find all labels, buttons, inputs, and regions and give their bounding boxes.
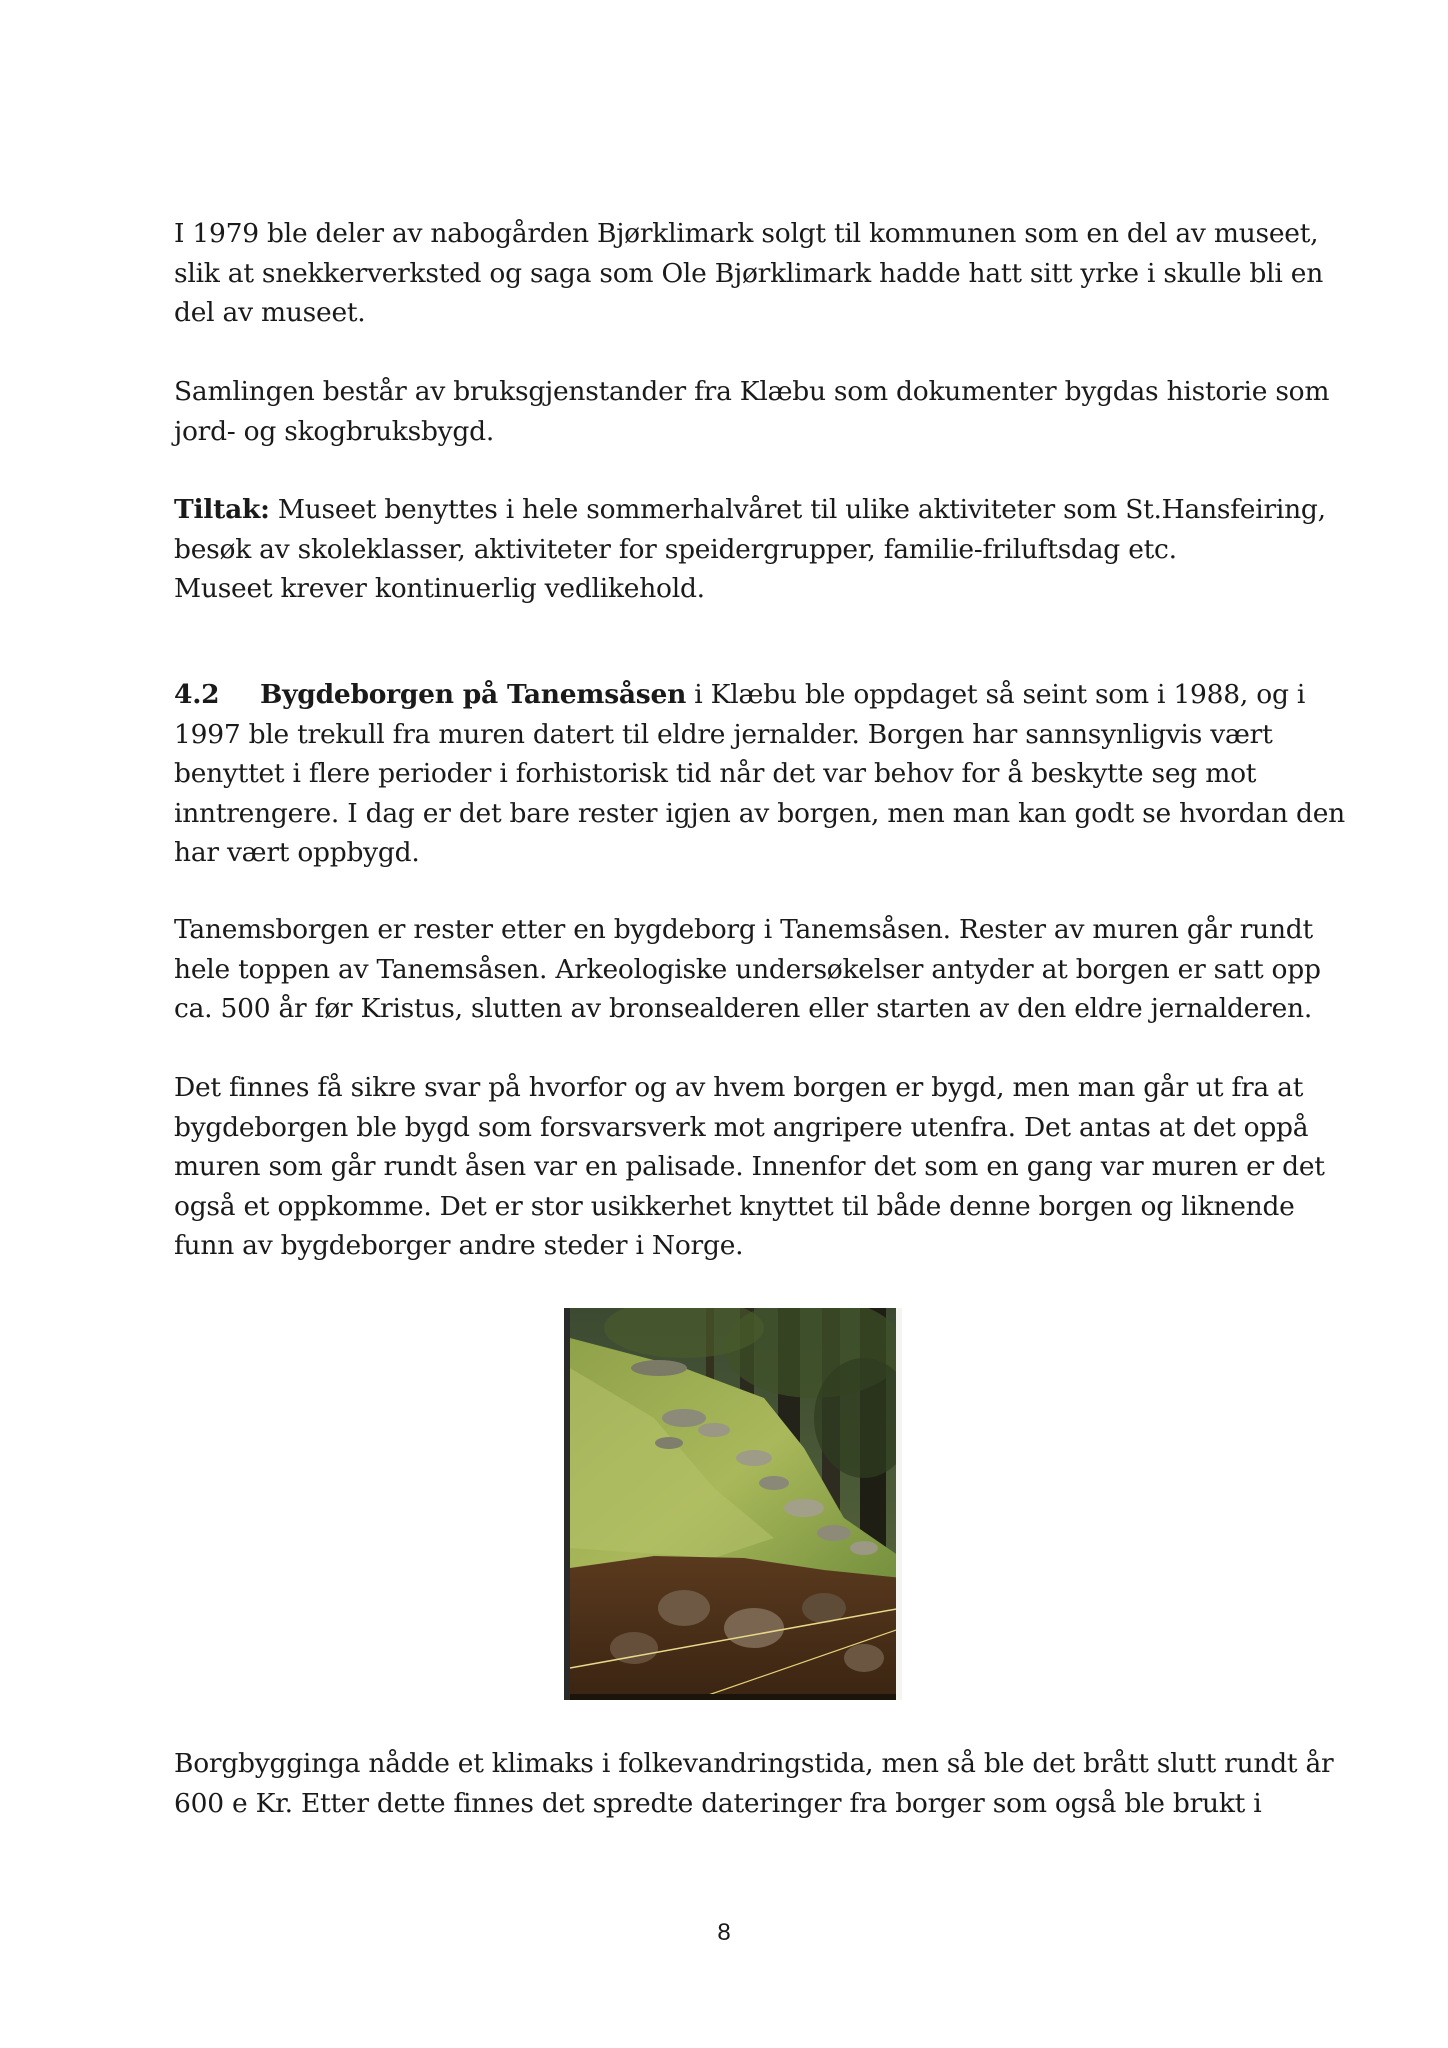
- section-number: 4.2: [174, 679, 220, 710]
- text-line: slik at snekkerverksted og saga som Ole Bjørklimark hadde hatt sitt yrke i skulle bli en: [174, 257, 1324, 289]
- text-line: muren som går rundt åsen var en palisade. Innenfor det som en gang var muren er det: [174, 1151, 1325, 1182]
- text-line: Samlingen består av bruksgjenstander fra Klæbu som dokumenter bygdas historie som: [174, 376, 1330, 407]
- text-line: besøk av skoleklasser, aktiviteter for speidergrupper, familie-friluftsdag etc.: [174, 533, 1177, 565]
- text-line: jord- og skogbruksbygd.: [174, 415, 494, 447]
- section-heading: Bygdeborgen på Tanemsåsen: [260, 679, 687, 710]
- text-line: [174, 675, 1306, 715]
- text-line: funn av bygdeborger andre steder i Norge.: [174, 1230, 744, 1261]
- text-line: del av museet.: [174, 297, 366, 328]
- text-line: har vært oppbygd.: [174, 837, 420, 868]
- text-line: Museet krever kontinuerlig vedlikehold.: [174, 573, 705, 604]
- text-line: I 1979 ble deler av nabogården Bjørklimark solgt til kommunen som en del av museet,: [174, 218, 1319, 249]
- paragraph-sikre-svar: [174, 1068, 1325, 1266]
- text-line: 1997 ble trekull fra muren datert til eldre jernalder. Borgen har sannsynligvis vært: [174, 718, 1273, 750]
- text-line: bygdeborgen ble bygd som forsvarsverk mot angripere utenfra. Det antas at det oppå: [174, 1111, 1309, 1143]
- text-line: [174, 490, 1326, 530]
- section-text: i Klæbu ble oppdaget så seint som i 1988, og i: [686, 679, 1306, 710]
- excavation-photo: [564, 1308, 902, 1700]
- text-line: Tanemsborgen er rester etter en bygdeborg i Tanemsåsen. Rester av muren går rundt: [174, 914, 1313, 945]
- text-line: hele toppen av Tanemsåsen. Arkeologiske undersøkelser antyder at borgen er satt opp: [174, 953, 1321, 985]
- tiltak-label: Tiltak:: [174, 494, 270, 525]
- text-line: også et oppkomme. Det er stor usikkerhet knyttet til både denne borgen og liknende: [174, 1190, 1295, 1222]
- section-4-2: [174, 675, 1345, 873]
- text-line: ca. 500 år før Kristus, slutten av bronsealderen eller starten av den eldre jernalderen.: [174, 993, 1313, 1024]
- paragraph-samlingen: [174, 372, 1330, 451]
- tiltak-text: Museet benyttes i hele sommerhalvåret til ulike aktiviteter som St.Hansfeiring,: [269, 494, 1326, 525]
- text-line: Borgbygginga nådde et klimaks i folkevandringstida, men så ble det brått slutt rundt år: [174, 1748, 1334, 1779]
- page-number: 8: [717, 1919, 731, 1946]
- paragraph-tiltak: [174, 490, 1326, 609]
- paragraph-borgbygginga: [174, 1744, 1334, 1823]
- text-line: 600 e Kr. Etter dette finnes det spredte dateringer fra borger som også ble brukt i: [174, 1787, 1262, 1819]
- text-line: benyttet i flere perioder i forhistorisk tid når det var behov for å beskytte seg mot: [174, 758, 1257, 789]
- paragraph-tanemsborgen: [174, 910, 1321, 1029]
- paragraph-bjorklimark: [174, 214, 1324, 333]
- text-line: Det finnes få sikre svar på hvorfor og av hvem borgen er bygd, men man går ut fra at: [174, 1072, 1304, 1103]
- text-line: inntrengere. I dag er det bare rester igjen av borgen, men man kan godt se hvordan den: [174, 797, 1345, 829]
